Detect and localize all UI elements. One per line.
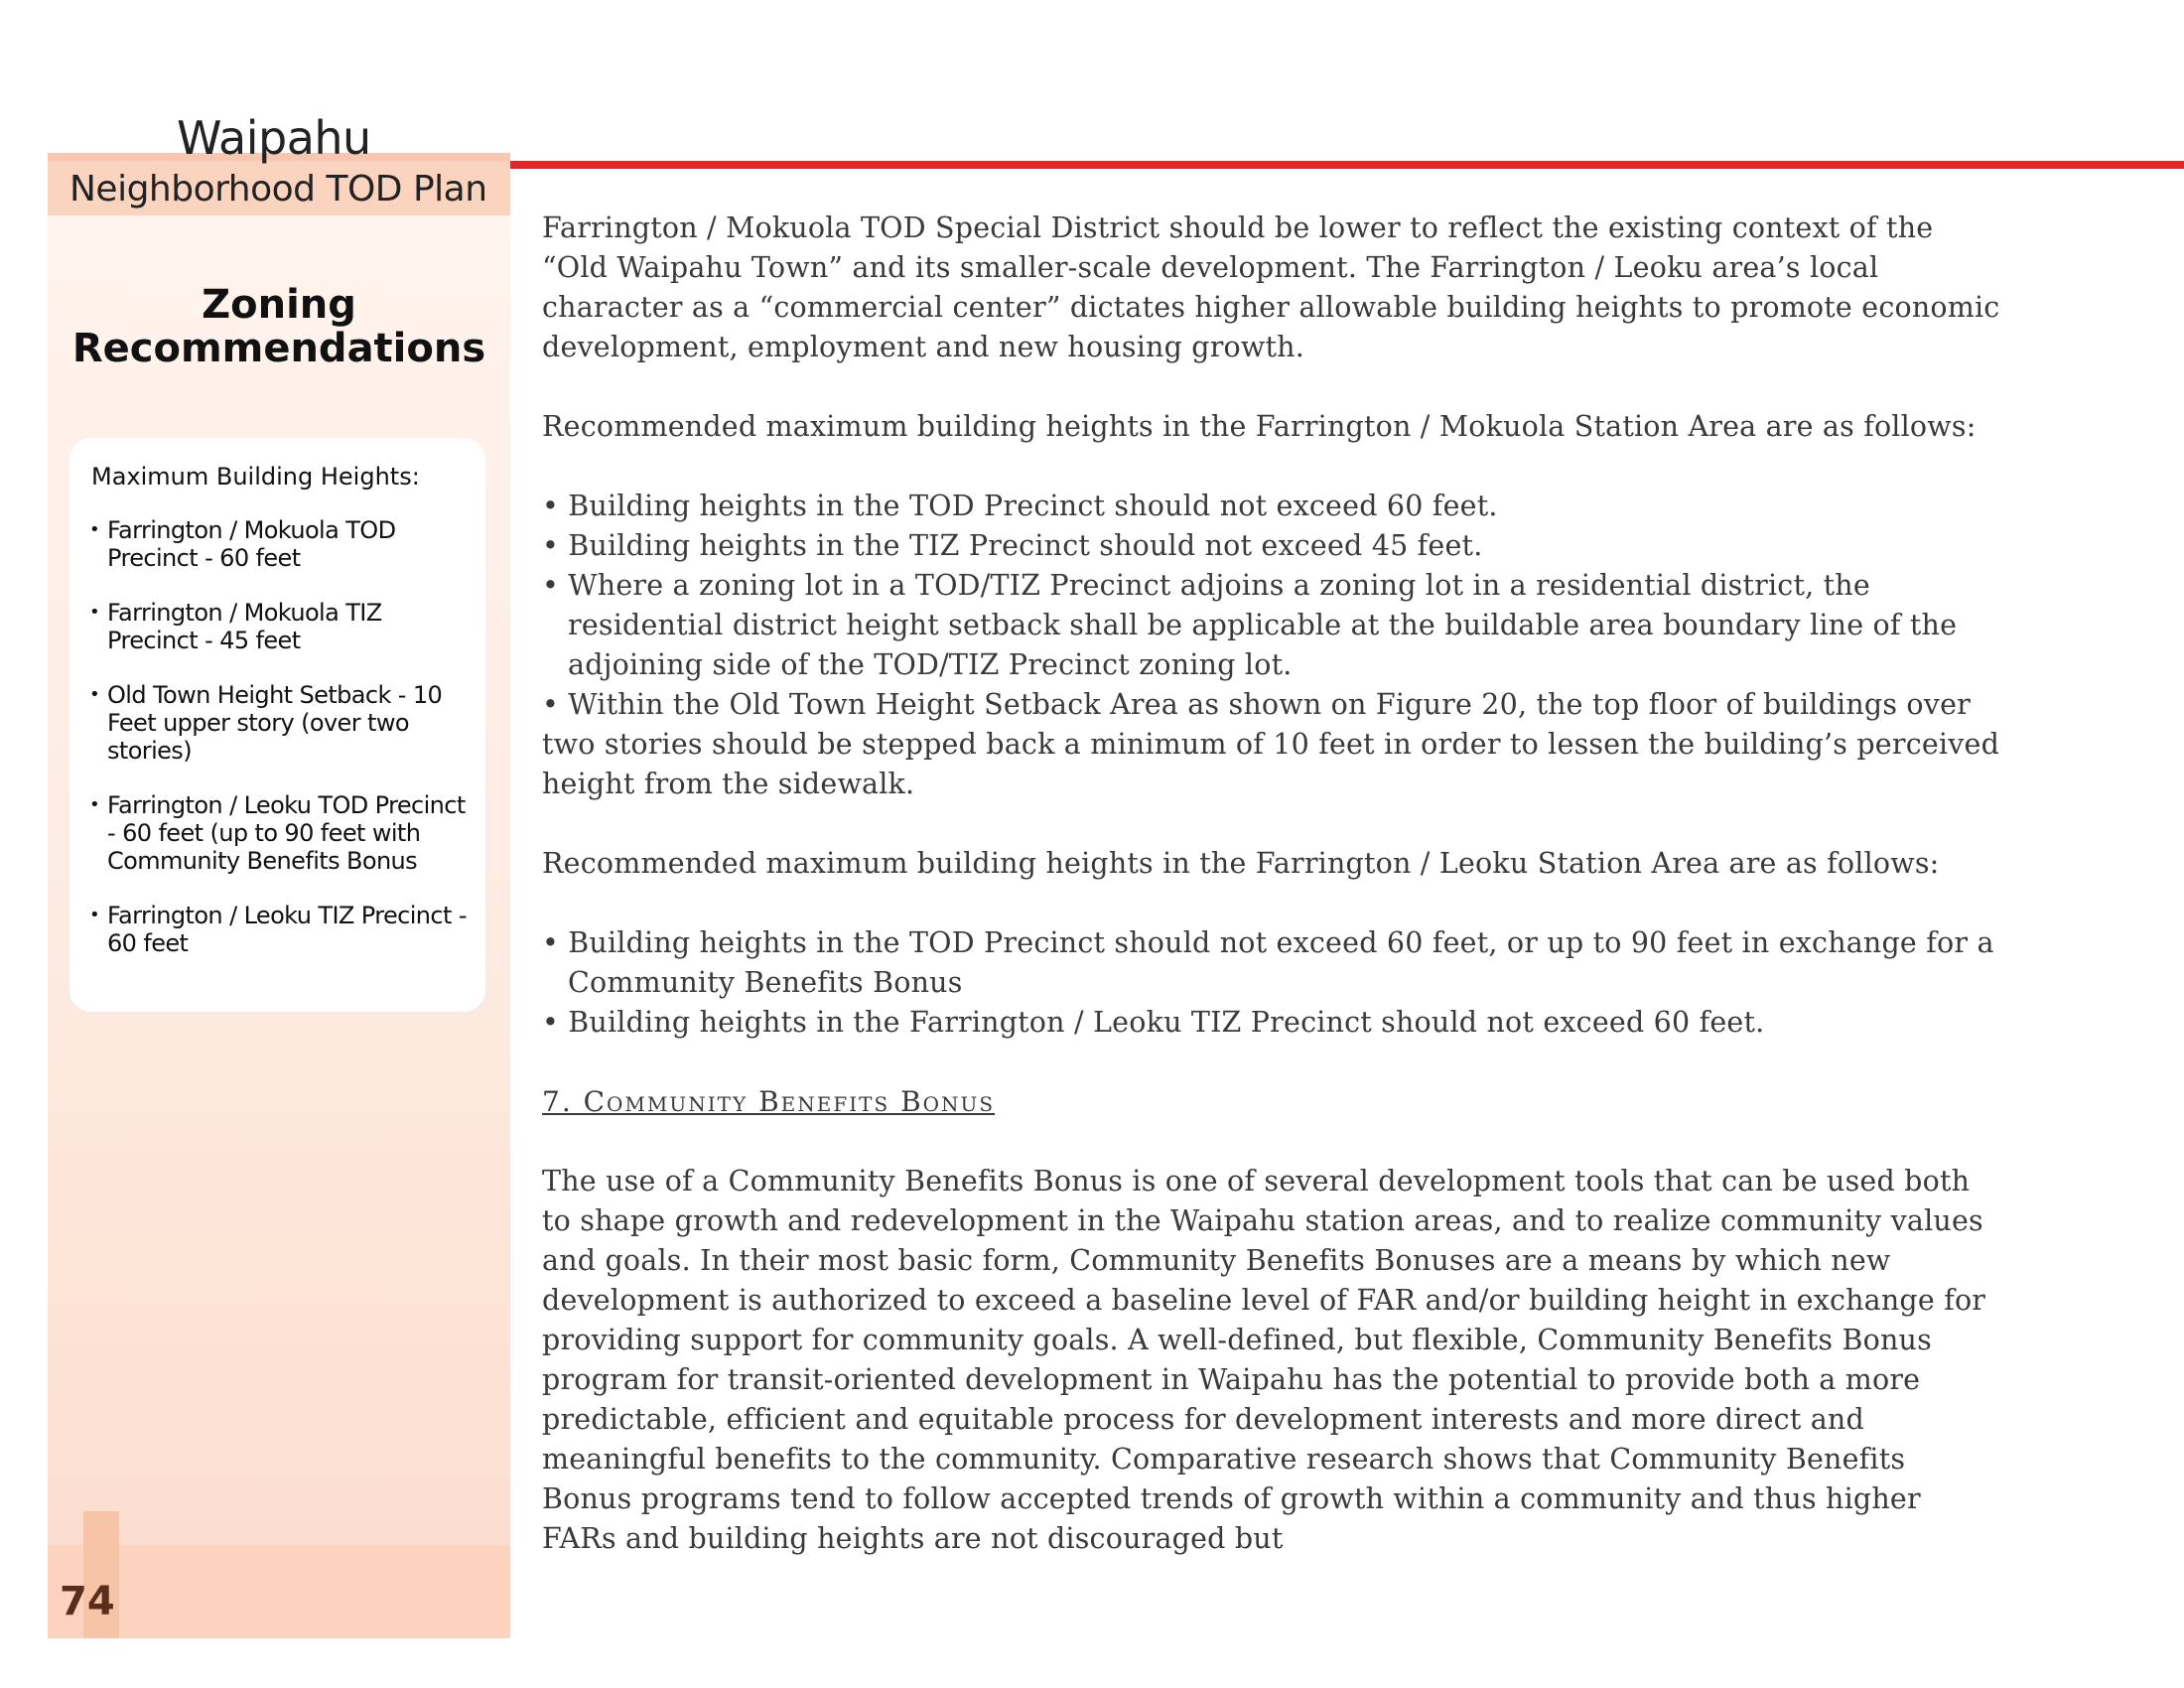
list-item: • Building heights in the TIZ Precinct should not exceed 45 feet. — [542, 526, 2001, 566]
leoku-height-list — [542, 923, 2001, 1043]
callout-item: • Farrington / Mokuola TIZ Precinct - 45 feet — [89, 599, 467, 654]
section-heading: 7. Community Benefits Bonus — [542, 1085, 996, 1118]
mokuola-lead-paragraph: Recommended maximum building heights in the Farrington / Mokuola Station Area are as follows: — [542, 410, 1977, 443]
sidebar-title-line1: Zoning — [202, 282, 356, 328]
list-item: • Where a zoning lot in a TOD/TIZ Precinct adjoins a zoning lot in a residential district, the residential district height setback shall be applicable at the buildable area boundary line of the adjoining side of the TOD/TIZ Precinct zoning lot. — [542, 566, 2001, 685]
callout-item: • Farrington / Leoku TOD Precinct - 60 feet (up to 90 feet with Community Benefits Bonus — [89, 791, 467, 875]
leoku-lead-paragraph: Recommended maximum building heights in the Farrington / Leoku Station Area are as follows: — [542, 847, 1940, 880]
callout-item: • Old Town Height Setback - 10 Feet upper story (over two stories) — [89, 681, 467, 765]
callout-item: • Farrington / Leoku TIZ Precinct - 60 feet — [89, 902, 467, 957]
list-item: • Building heights in the Farrington / Leoku TIZ Precinct should not exceed 60 feet. — [542, 1003, 2001, 1043]
main-body — [542, 209, 2001, 1599]
callout-item: • Farrington / Mokuola TOD Precinct - 60 feet — [89, 516, 467, 572]
callout-heading: Maximum Building Heights: — [91, 463, 420, 491]
section-body-paragraph: The use of a Community Benefits Bonus is one of several development tools that can be used both to shape growth and redevelopment in the Waipahu station areas, and to realize community values and goals. In their most basic form, Community Benefits Bonuses are a means by which new development is authorized to exceed a baseline level of FAR and/or building height in exchange for providing support for community goals. A well-defined, but flexible, Community Benefits Bonus program for transit-oriented development in Waipahu has the potential to provide both a more predictable, efficient and equitable process for development interests and more direct and meaningful benefits to the community. Comparative research shows that Community Benefits Bonus programs tend to follow accepted trends of growth within a community and thus higher FARs and building heights are not discouraged but — [542, 1165, 1986, 1555]
sidebar-title-line2: Recommendations — [71, 326, 486, 371]
old-town-setback-paragraph: • Within the Old Town Height Setback Area as shown on Figure 20, the top floor of buildings over two stories should be stepped back a minimum of 10 feet in order to lessen the building’s perceived height from the sidewalk. — [542, 688, 2000, 800]
document-title: Waipahu — [177, 111, 371, 165]
sidebar-title — [48, 283, 510, 370]
callout-list — [89, 516, 467, 984]
list-item: • Building heights in the TOD Precinct should not exceed 60 feet. — [542, 487, 2001, 526]
header-red-rule — [510, 161, 2184, 169]
page-number: 74 — [60, 1579, 115, 1624]
mokuola-height-list — [542, 487, 2001, 685]
old-town-setback-text: Within the Old Town Height Setback Area as shown on Figure 20, the top floor of buildings over two stories should be stepped back a minimum of 10 feet in order to lessen the building’s perceived height from the sidewalk. — [542, 688, 2000, 800]
document-subtitle: Neighborhood TOD Plan — [69, 169, 487, 210]
list-item: • Building heights in the TOD Precinct should not exceed 60 feet, or up to 90 feet in exchange for a Community Benefits Bonus — [542, 923, 2001, 1003]
intro-paragraph: Farrington / Mokuola TOD Special District should be lower to reflect the existing context of the “Old Waipahu Town” and its smaller-scale development. The Farrington / Leoku area’s local character as a “commercial center” dictates higher allowable building heights to promote economic development, employment and new housing growth. — [542, 211, 2000, 363]
